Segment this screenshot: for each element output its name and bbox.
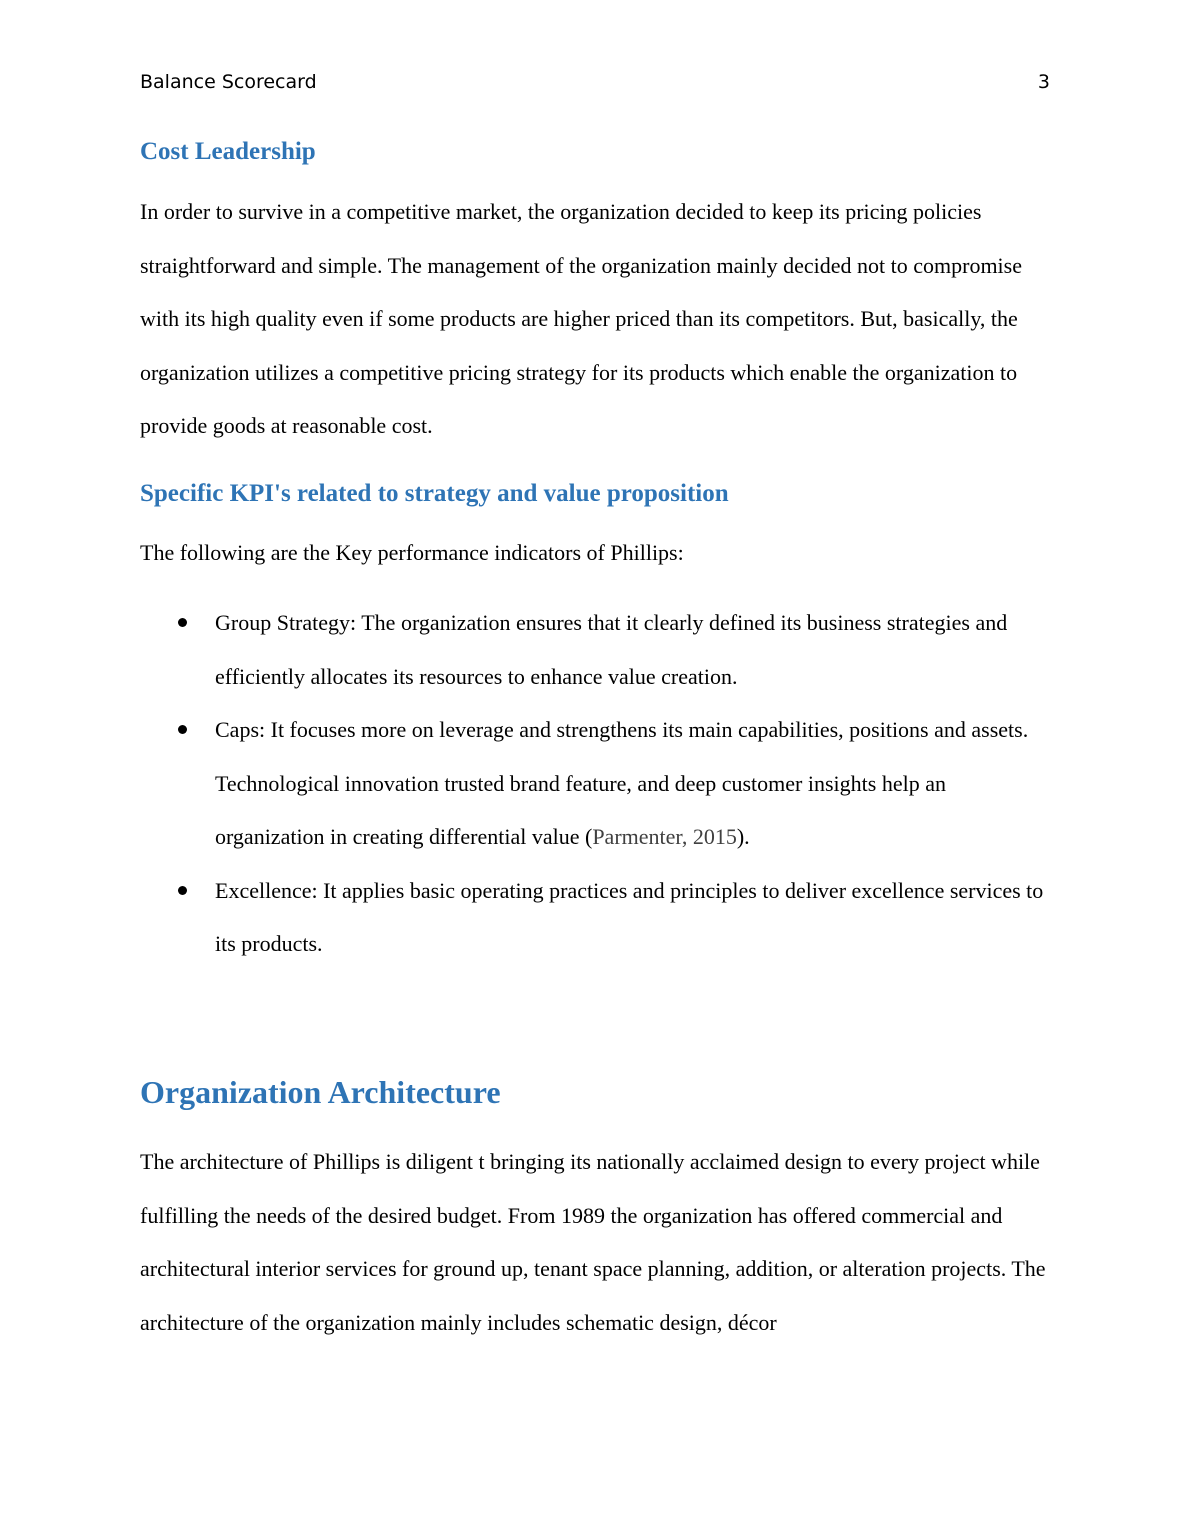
list-item bbox=[140, 596, 1052, 703]
list-item bbox=[140, 703, 1052, 864]
bullet-icon bbox=[178, 618, 187, 627]
heading-organization-architecture: Organization Architecture bbox=[140, 1074, 501, 1110]
page-number: 3 bbox=[1037, 71, 1050, 93]
list-item-text: Excellence: It applies basic operating practices and principles to deliver excellence services to its products. bbox=[215, 877, 1044, 956]
running-head: Balance Scorecard bbox=[140, 71, 317, 93]
heading-cost-leadership: Cost Leadership bbox=[140, 138, 316, 165]
bullet-icon bbox=[178, 725, 187, 734]
list-item-text: Group Strategy: The organization ensures that it clearly defined its business strategies and efficiently allocates its resources to enhance value creation. bbox=[215, 610, 1008, 689]
bullet-icon bbox=[178, 886, 187, 895]
citation: Parmenter, 2015 bbox=[592, 824, 737, 849]
list-item-text: Caps: It focuses more on leverage and strengthens its main capabilities, positions and assets. Technological innovation trusted brand feature, and deep customer insights help an organization in creating differential value ( bbox=[215, 717, 1029, 849]
list-item-text-after: ). bbox=[736, 824, 750, 849]
heading-kpis: Specific KPI's related to strategy and value proposition bbox=[140, 480, 729, 507]
paragraph-kpi-intro: The following are the Key performance indicators of Phillips: bbox=[140, 540, 684, 565]
paragraph-cost-leadership: In order to survive in a competitive market, the organization decided to keep its pricing policies straightforward and simple. The management of the organization mainly decided not to compromise with its high quality even if some products are higher priced than its competitors. But, basically, the organization utilizes a competitive pricing strategy for its products which enable the organization to provide goods at reasonable cost. bbox=[140, 199, 1022, 438]
paragraph-organization-architecture: The architecture of Phillips is diligent t bringing its nationally acclaimed design to every project while fulfilling the needs of the desired budget. From 1989 the organization has offered commercial and architectural interior services for ground up, tenant space planning, addition, or alteration projects. The architecture of the organization mainly includes schematic design, décor bbox=[140, 1149, 1046, 1335]
list-item bbox=[140, 864, 1052, 971]
kpi-bullet-list bbox=[140, 596, 1052, 971]
